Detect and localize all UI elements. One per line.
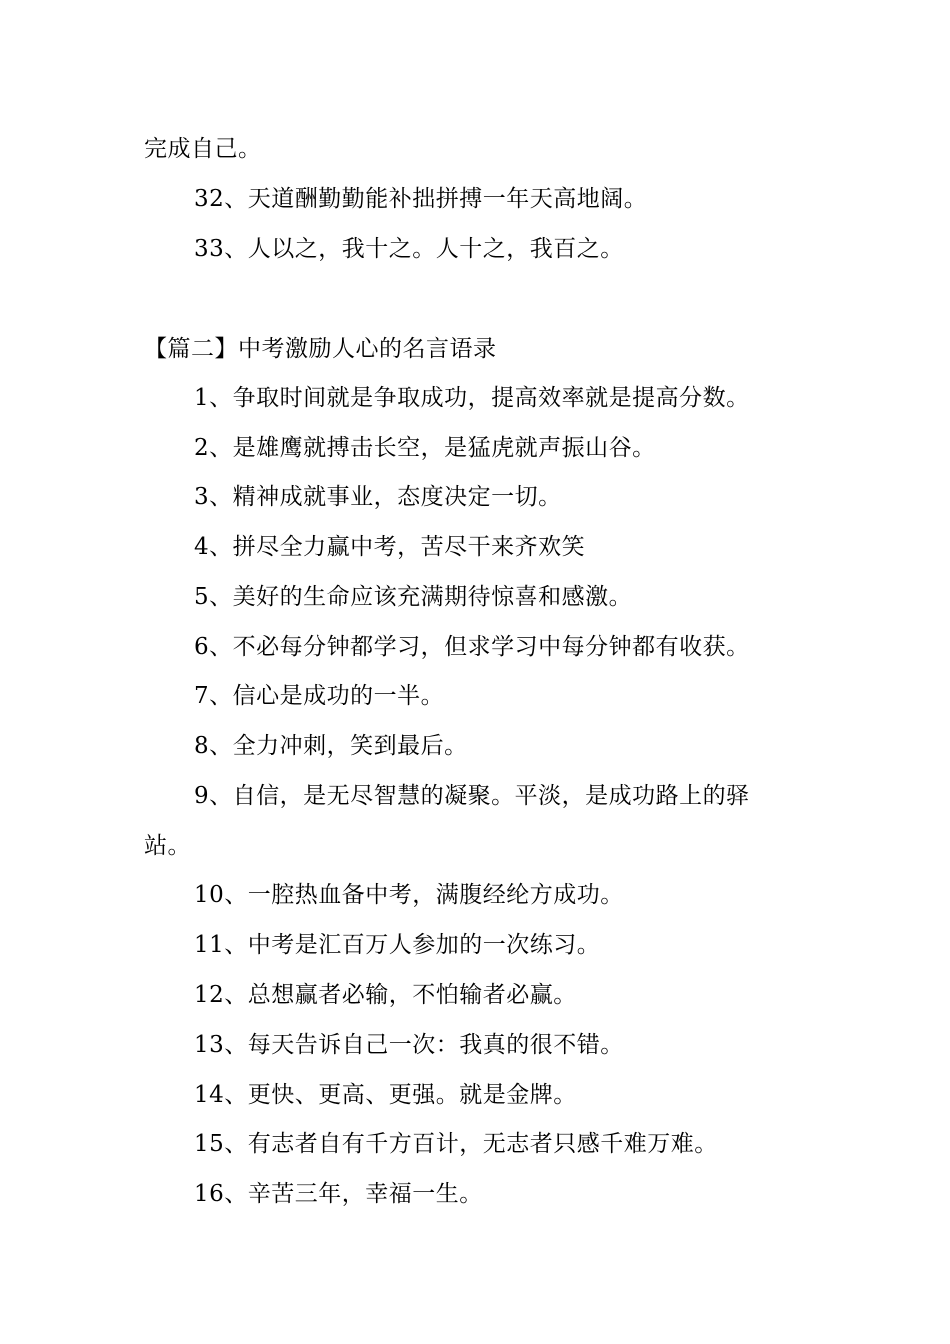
list-item: 3、精神成就事业，态度决定一切。 — [194, 484, 562, 510]
list-item: 12、总想赢者必输，不怕输者必赢。 — [194, 982, 577, 1008]
list-item: 1、争取时间就是争取成功，提高效率就是提高分数。 — [194, 385, 750, 411]
list-item: 5、美好的生命应该充满期待惊喜和感激。 — [194, 584, 633, 610]
list-item: 8、全力冲刺，笑到最后。 — [194, 733, 468, 759]
list-item: 2、是雄鹰就搏击长空，是猛虎就声振山谷。 — [194, 435, 656, 461]
list-item: 6、不必每分钟都学习，但求学习中每分钟都有收获。 — [194, 634, 750, 660]
list-item: 13、每天告诉自己一次：我真的很不错。 — [194, 1032, 624, 1058]
list-item: 9、自信，是无尽智慧的凝聚。平淡，是成功路上的驿 — [194, 783, 750, 809]
list-item: 15、有志者自有千方百计，无志者只感千难万难。 — [194, 1131, 718, 1157]
list-item: 33、人以之，我十之。人十之，我百之。 — [194, 236, 624, 262]
list-item: 14、更快、更高、更强。就是金牌。 — [194, 1082, 577, 1108]
list-item: 16、辛苦三年，幸福一生。 — [194, 1181, 483, 1207]
list-item: 4、拼尽全力赢中考，苦尽干来齐欢笑 — [194, 534, 586, 560]
list-item: 10、一腔热血备中考，满腹经纶方成功。 — [194, 882, 624, 908]
list-item: 32、天道酬勤勤能补拙拼搏一年天高地阔。 — [194, 186, 648, 212]
list-item: 7、信心是成功的一半。 — [194, 683, 445, 709]
section-heading: 【篇二】中考激励人心的名言语录 — [144, 336, 497, 362]
list-item-continuation: 站。 — [144, 833, 191, 859]
continuation-tail: 完成自己。 — [144, 136, 262, 162]
list-item: 11、中考是汇百万人参加的一次练习。 — [194, 932, 601, 958]
